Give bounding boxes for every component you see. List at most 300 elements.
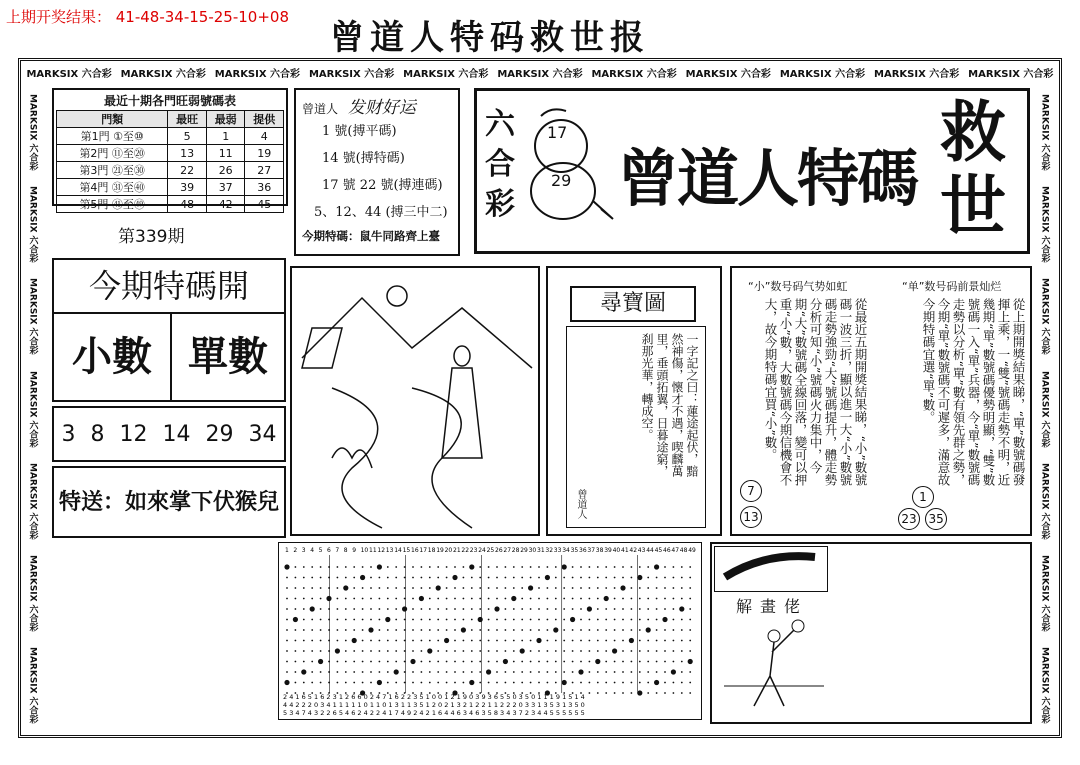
scroll xyxy=(566,326,706,528)
table-header-cell: 門類 xyxy=(57,111,168,128)
grid-dot xyxy=(404,661,406,663)
grid-dot xyxy=(689,671,691,673)
grid-dot xyxy=(454,629,456,631)
issue-number: 第339期 xyxy=(118,227,185,247)
grid-dot xyxy=(689,629,691,631)
grid-dot xyxy=(337,608,339,610)
grid-dot xyxy=(303,682,305,684)
grid-column-number: 46 xyxy=(663,547,671,554)
grid-dot xyxy=(471,619,473,621)
grid-dot xyxy=(647,619,649,621)
grid-dot xyxy=(387,640,389,642)
grid-dot xyxy=(311,587,313,589)
grid-dot xyxy=(478,617,483,622)
table-header-cell: 最旺 xyxy=(168,111,207,128)
grid-dot xyxy=(622,640,624,642)
grid-dot xyxy=(538,619,540,621)
grid-dot xyxy=(605,619,607,621)
band-label: MARKSIX 六合彩 xyxy=(26,68,112,80)
grid-dot xyxy=(370,566,372,568)
grid-dot xyxy=(547,661,549,663)
grid-dot xyxy=(379,650,381,652)
grid-dot xyxy=(647,650,649,652)
grid-dot xyxy=(353,661,355,663)
grid-dot xyxy=(612,648,617,653)
table-cell: 27 xyxy=(245,162,284,179)
grid-dot xyxy=(479,650,481,652)
grid-dot xyxy=(614,587,616,589)
grid-dot xyxy=(631,577,633,579)
grid-dot xyxy=(295,661,297,663)
grid-dot xyxy=(563,587,565,589)
grid-dot xyxy=(337,577,339,579)
grid-dot xyxy=(387,682,389,684)
grid-dot xyxy=(326,596,331,601)
grid-dot xyxy=(647,577,649,579)
grid-dot xyxy=(572,671,574,673)
grid-dot xyxy=(320,640,322,642)
grid-dot xyxy=(412,619,414,621)
grid-dot xyxy=(311,661,313,663)
grid-dot xyxy=(681,650,683,652)
grid-dot xyxy=(513,577,515,579)
grid-dot xyxy=(385,617,390,622)
grid-dot xyxy=(395,598,397,600)
grid-dot xyxy=(345,661,347,663)
grid-dot xyxy=(454,682,456,684)
grid-dot xyxy=(521,577,523,579)
grid-column-number: 7 xyxy=(335,547,340,554)
grid-dot xyxy=(353,608,355,610)
grid-dot xyxy=(446,566,448,568)
grid-dot xyxy=(387,629,389,631)
grid-dot xyxy=(345,640,347,642)
grid-dot xyxy=(429,577,431,579)
grid-column-number: 2 xyxy=(293,547,298,554)
grid-dot xyxy=(605,661,607,663)
brush-stroke-icon xyxy=(715,547,825,589)
band-label: MARKSIX 六合彩 xyxy=(1039,370,1050,448)
grid-dot xyxy=(463,619,465,621)
grid-dot xyxy=(345,619,347,621)
grid-bottom-row: 4 4 2 2 2 0 3 4 1 1 1 1 1 0 1 1 0 1 3 1 1 3 5 1 2 0 2 1 3 2 1 2 2 1 1 2 2 2 0 3 3 1 3 5 3 1 3 5 0 xyxy=(283,701,585,709)
grid-column-number: 5 xyxy=(318,547,323,554)
grid-dot xyxy=(513,661,515,663)
grid-dot xyxy=(622,619,624,621)
circled-number: 35 xyxy=(925,508,947,530)
riddle-image-top xyxy=(714,546,828,592)
grid-dot xyxy=(513,587,515,589)
table-cell: 45 xyxy=(245,196,284,213)
grid-dot xyxy=(353,598,355,600)
grid-dot xyxy=(614,619,616,621)
grid-dot xyxy=(553,627,558,632)
grid-dot xyxy=(538,566,540,568)
grid-dot xyxy=(429,671,431,673)
grid-dot xyxy=(286,577,288,579)
grid-dot xyxy=(412,640,414,642)
grid-dot xyxy=(437,640,439,642)
grid-dot xyxy=(320,619,322,621)
grid-dot xyxy=(597,640,599,642)
grid-dot xyxy=(578,669,583,674)
grid-dot xyxy=(461,627,466,632)
grid-dot xyxy=(639,640,641,642)
grid-dot xyxy=(295,587,297,589)
grid-dot xyxy=(597,629,599,631)
grid-dot xyxy=(421,587,423,589)
grid-dot xyxy=(580,629,582,631)
grid-dot xyxy=(505,577,507,579)
grid-dot xyxy=(353,682,355,684)
grid-dot xyxy=(345,608,347,610)
grid-column-number: 34 xyxy=(562,547,570,554)
grid-dot xyxy=(605,608,607,610)
grid-bottom-row: 2 4 1 6 5 1 6 2 3 1 2 6 6 0 2 4 7 1 6 2 2 3 5 1 0 0 1 2 1 9 0 3 9 3 6 5 5 0 3 5 0 1 1 1 9 1 5 1 4 xyxy=(283,693,585,701)
hot-cold-table xyxy=(56,110,284,213)
grid-dot xyxy=(511,596,516,601)
grid-dot xyxy=(673,640,675,642)
grid-dot xyxy=(452,575,457,580)
grid-dot xyxy=(303,650,305,652)
grid-dot xyxy=(362,650,364,652)
grid-column-number: 21 xyxy=(453,547,461,554)
grid-dot xyxy=(605,640,607,642)
band-label: MARKSIX 六合彩 xyxy=(27,647,38,725)
grid-dot xyxy=(673,608,675,610)
circled-number: 23 xyxy=(898,508,920,530)
number-grid-panel xyxy=(278,542,702,720)
grid-dot xyxy=(379,661,381,663)
grid-column-number: 49 xyxy=(688,547,696,554)
grid-dot xyxy=(563,661,565,663)
grid-dot xyxy=(689,587,691,589)
grid-dot xyxy=(513,566,515,568)
grid-dot xyxy=(513,608,515,610)
grid-dot xyxy=(563,629,565,631)
grid-dot xyxy=(622,629,624,631)
grid-dot xyxy=(505,671,507,673)
grid-dot xyxy=(547,608,549,610)
grid-dot xyxy=(521,619,523,621)
grid-dot xyxy=(589,619,591,621)
grid-dot xyxy=(352,638,357,643)
grid-dot xyxy=(353,629,355,631)
grid-dot xyxy=(404,577,406,579)
grid-dot xyxy=(589,587,591,589)
grid-dot xyxy=(631,671,633,673)
grid-dot xyxy=(681,629,683,631)
grid-dot xyxy=(631,608,633,610)
analysis-odd-text: 從上期開獎結果睇，“單”數號碼發揮上乘，一“雙”號碼走勢不明，近幾期“單”數號碼優勢明顯，“雙”數號碼一入“單”兵器，今“單”數號碼走勢以分析“單”數有領先群之勢，今期“單”數號碼不可遲多，滿意故今期特碼宜選“單”數。 xyxy=(921,298,1026,487)
grid-dot xyxy=(362,640,364,642)
grid-dot xyxy=(303,608,305,610)
grid-dot xyxy=(570,617,575,622)
grid-dot xyxy=(622,650,624,652)
grid-dot xyxy=(605,629,607,631)
circled-number: 7 xyxy=(740,480,762,502)
grid-dot xyxy=(639,566,641,568)
grid-dot xyxy=(530,619,532,621)
grid-dot xyxy=(505,587,507,589)
grid-dot xyxy=(530,598,532,600)
grid-dot xyxy=(337,629,339,631)
table-cell: 26 xyxy=(206,162,245,179)
grid-dot xyxy=(622,566,624,568)
grid-dot xyxy=(429,682,431,684)
grid-dot xyxy=(412,587,414,589)
grid-dot xyxy=(479,598,481,600)
grid-dot xyxy=(614,661,616,663)
grid-dot xyxy=(673,682,675,684)
grid-dot xyxy=(362,671,364,673)
grid-dot xyxy=(437,577,439,579)
grid-column-number: 39 xyxy=(604,547,612,554)
grid-dot xyxy=(622,661,624,663)
table-cell: 36 xyxy=(245,179,284,196)
grid-dot xyxy=(580,650,582,652)
grid-dot xyxy=(446,598,448,600)
grid-dot xyxy=(555,619,557,621)
grid-dot xyxy=(589,661,591,663)
grid-dot xyxy=(521,566,523,568)
picks-riddle: 今期特碼：鼠牛同路齊上臺 xyxy=(302,229,440,243)
grid-dot xyxy=(530,577,532,579)
grid-dot xyxy=(605,682,607,684)
grid-dot xyxy=(295,608,297,610)
analysis-small-circles xyxy=(740,480,766,528)
grid-dot xyxy=(589,682,591,684)
grid-dot xyxy=(656,577,658,579)
grid-dot xyxy=(318,659,323,664)
table-cell: 第3門 ㉑至㉚ xyxy=(57,162,168,179)
grid-dot xyxy=(360,575,365,580)
grid-dot xyxy=(421,661,423,663)
grid-dot xyxy=(597,692,599,694)
grid-dot xyxy=(629,638,634,643)
band-label: MARKSIX 六合彩 xyxy=(1039,647,1050,725)
grid-dot xyxy=(646,627,651,632)
grid-dot xyxy=(488,577,490,579)
treasure-panel xyxy=(546,266,722,536)
grid-dot xyxy=(387,650,389,652)
grid-dot xyxy=(513,640,515,642)
grid-dot xyxy=(320,608,322,610)
grid-dot xyxy=(379,587,381,589)
grid-dot xyxy=(681,566,683,568)
grid-column-number: 26 xyxy=(495,547,503,554)
table-header-cell: 最弱 xyxy=(206,111,245,128)
grid-dot xyxy=(463,661,465,663)
grid-dot xyxy=(496,640,498,642)
grid-dot xyxy=(362,598,364,600)
grid-dot xyxy=(681,619,683,621)
grid-dot xyxy=(320,566,322,568)
hot-cold-table-panel xyxy=(52,88,288,211)
grid-dot xyxy=(572,587,574,589)
band-label: MARKSIX 六合彩 xyxy=(120,68,206,80)
grid-dot xyxy=(421,608,423,610)
grid-dot xyxy=(463,640,465,642)
grid-dot xyxy=(605,566,607,568)
grid-dot xyxy=(530,661,532,663)
grid-dot xyxy=(293,617,298,622)
grid-dot xyxy=(597,566,599,568)
grid-dot xyxy=(639,598,641,600)
grid-dot xyxy=(303,640,305,642)
grid-dot xyxy=(320,629,322,631)
band-label: MARKSIX 六合彩 xyxy=(27,93,38,171)
band-label: MARKSIX 六合彩 xyxy=(685,68,771,80)
grid-dot xyxy=(311,598,313,600)
grid-dot xyxy=(370,640,372,642)
grid-dot xyxy=(337,640,339,642)
grid-column-number: 36 xyxy=(579,547,587,554)
grid-dot xyxy=(437,608,439,610)
grid-column-number: 31 xyxy=(537,547,545,554)
grid-dot xyxy=(530,629,532,631)
grid-dot xyxy=(387,608,389,610)
grid-dot xyxy=(446,682,448,684)
grid-column-number: 42 xyxy=(629,547,638,554)
grid-dot xyxy=(311,629,313,631)
grid-dot xyxy=(547,587,549,589)
grid-dot xyxy=(353,671,355,673)
grid-dot xyxy=(673,598,675,600)
grid-dot xyxy=(471,577,473,579)
grid-dot xyxy=(421,682,423,684)
grid-dot xyxy=(597,598,599,600)
pick-line: 5、12、44 (搏三中二) xyxy=(314,205,448,220)
grid-dot xyxy=(479,661,481,663)
grid-dot xyxy=(656,640,658,642)
grid-dot xyxy=(664,671,666,673)
grid-dot xyxy=(395,682,397,684)
band-label: MARKSIX 六合彩 xyxy=(308,68,395,80)
band-label: MARKSIX 六合彩 xyxy=(27,370,38,448)
logo-main-text: 曾道人特碼 xyxy=(617,142,918,215)
table-cell: 5 xyxy=(168,128,207,145)
grid-dot xyxy=(496,598,498,600)
band-label: MARKSIX 六合彩 xyxy=(27,555,38,632)
grid-column-number: 4 xyxy=(310,547,315,554)
grid-dot xyxy=(538,661,540,663)
special-number: 3 xyxy=(61,421,76,447)
grid-dot xyxy=(362,682,364,684)
grid-column-number: 40 xyxy=(612,547,621,554)
special-number: 8 xyxy=(90,421,105,447)
grid-dot xyxy=(563,640,565,642)
grid-dot xyxy=(295,640,297,642)
grid-dot xyxy=(471,629,473,631)
pick-line: 17 號 22 號(搏連碼) xyxy=(322,178,443,193)
grid-dot xyxy=(404,640,406,642)
grid-dot xyxy=(353,587,355,589)
grid-dot xyxy=(437,619,439,621)
grid-dot xyxy=(681,661,683,663)
grid-dot xyxy=(303,577,305,579)
grid-dot xyxy=(437,650,439,652)
grid-dot xyxy=(479,640,481,642)
grid-dot xyxy=(605,577,607,579)
grid-dot xyxy=(421,650,423,652)
grid-dot xyxy=(681,640,683,642)
grid-dot xyxy=(404,629,406,631)
grid-dot xyxy=(284,680,289,685)
grid-dot xyxy=(377,564,382,569)
grid-dot xyxy=(301,669,306,674)
grid-dot xyxy=(488,619,490,621)
grid-dot xyxy=(547,650,549,652)
grid-dot xyxy=(303,566,305,568)
special-numbers xyxy=(52,406,286,462)
grid-dot xyxy=(595,659,600,664)
grid-dot xyxy=(547,640,549,642)
grid-dot xyxy=(547,566,549,568)
grid-dot xyxy=(486,669,491,674)
grid-dot xyxy=(622,692,624,694)
grid-dot xyxy=(597,619,599,621)
special-odd: 單數 xyxy=(188,333,268,380)
newspaper-title: 曾道人特码救世报 xyxy=(330,18,650,58)
grid-dot xyxy=(664,661,666,663)
table-cell: 22 xyxy=(168,162,207,179)
band-label: MARKSIX 六合彩 xyxy=(27,186,38,263)
grid-dot xyxy=(605,692,607,694)
grid-column-number: 15 xyxy=(402,547,411,554)
grid-dot xyxy=(639,619,641,621)
special-number: 14 xyxy=(162,421,191,447)
grid-dot xyxy=(631,682,633,684)
grid-dot xyxy=(656,661,658,663)
grid-dot xyxy=(421,577,423,579)
monk-illustration xyxy=(292,268,538,534)
grid-dot xyxy=(580,682,582,684)
grid-dot xyxy=(681,598,683,600)
grid-dot xyxy=(597,650,599,652)
grid-dot xyxy=(395,608,397,610)
analysis-small-text: 從最近五期開獎結果睇，“小”數號碼一波三折，顯以進一大“小”數號碼走勢強勁“大”號碼提升，體走勢分析可知“小”號碼火力集中，今期“大”數號碼全線回落，變可以押重“小”數，大數號碼今期信機會不大，故今期特碼宜買“小”數。 xyxy=(763,298,868,486)
grid-dot xyxy=(589,692,591,694)
grid-dot xyxy=(639,629,641,631)
grid-column-number: 1 xyxy=(285,547,289,554)
grid-dot xyxy=(555,671,557,673)
grid-column-number: 13 xyxy=(385,547,394,554)
grid-dot xyxy=(496,577,498,579)
grid-dot xyxy=(614,629,616,631)
grid-dot xyxy=(471,650,473,652)
grid-dot xyxy=(521,671,523,673)
grid-dot xyxy=(310,606,315,611)
table-cell: 13 xyxy=(168,145,207,162)
grid-dot xyxy=(689,682,691,684)
grid-dot xyxy=(404,619,406,621)
grid-dot xyxy=(362,629,364,631)
grid-dot xyxy=(664,629,666,631)
grid-dot xyxy=(286,598,288,600)
grid-dot xyxy=(404,566,406,568)
grid-dot xyxy=(387,587,389,589)
grid-column-number: 27 xyxy=(503,547,512,554)
grid-dot xyxy=(463,650,465,652)
grid-dot xyxy=(679,606,684,611)
grid-dot xyxy=(545,575,550,580)
grid-column-number: 25 xyxy=(486,547,495,554)
grid-dot xyxy=(688,659,693,664)
grid-dot xyxy=(295,682,297,684)
grid-dot xyxy=(362,566,364,568)
grid-dot xyxy=(620,585,625,590)
